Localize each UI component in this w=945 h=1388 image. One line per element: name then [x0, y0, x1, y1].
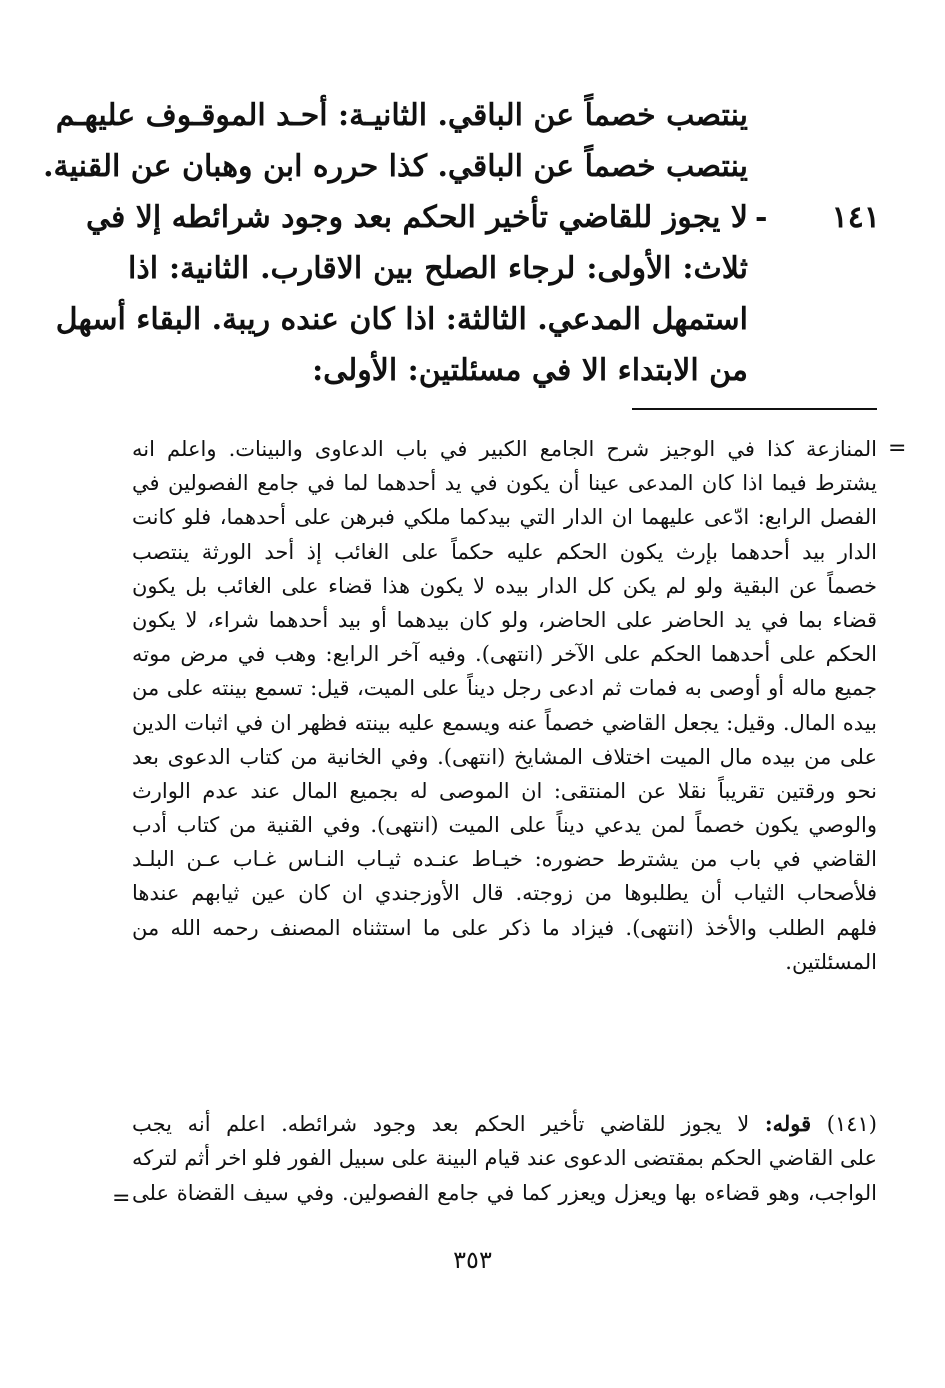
- footnote-line: على من بيده مال الميت اختلاف المشايخ (انتهى). وفي الخانية من كتاب الدعوى بعد: [132, 744, 877, 769]
- commentary-line: الواجب، وهو قضاءه بها ويعزل ويعزر كما في جامع الفصولين. وفي سيف القضاة على: [132, 1181, 877, 1205]
- footnote-line: والوصي يكون خصماً لمن يدعي ديناً على الميت (انتهى). وفي القنية من كتاب أدب: [132, 813, 877, 838]
- commentary-line: على القاضي الحكم بمقتضى الدعوى عند قيام البينة على سبيل الفور فلو اخر أثم لتركه: [132, 1146, 877, 1170]
- main-line-text: لا يجوز للقاضي تأخير الحكم بعد وجود شرائطه إلا في: [85, 200, 748, 235]
- footnote-line: الفصل الرابع: ادّعى عليهما ان الدار التي بيدكما ملكي فبرهن على أحدهما، فلو كانت: [132, 505, 877, 530]
- footnote-line: يشترط فيما اذا كان المدعى عينا أن يكون في يد أحدهما لما في جامع الفصولين في: [132, 471, 877, 496]
- footnote-line: فلهم الطلب والأخذ (انتهى). فيزاد ما ذكر على ما استثناه المصنف رحمه الله من: [132, 915, 877, 940]
- footnote-line: جميع ماله أو أوصى به فمات ثم ادعى رجل ديناً على الميت، قيل: تسمع بينته على من: [132, 676, 877, 701]
- main-line: ثلاث: الأولى: لرجاء الصلح بين الاقارب. الثانية: اذا: [128, 251, 748, 286]
- footnote-line: خصماً عن البقية ولو لم يكن كل الدار بيده لا يكون هذا قضاء على الغائب بل يكون: [132, 573, 877, 598]
- footnote-line: نحو ورقتين تقريباً نقلا عن المنتقى: ان الموصى له بجميع المال عند عدم الوارث: [132, 778, 877, 803]
- footnote-continuation-mark: =: [888, 436, 907, 461]
- commentary-line-text: لا يجوز للقاضي تأخير الحكم بعد وجود شرائطه. اعلم أنه يجب: [132, 1112, 750, 1136]
- footnote-line: بيده المال. وقيل: يجعل القاضي خصماً عنه ويسمع عليه بينته فظهر ان في اثبات الدين: [132, 710, 877, 735]
- footnote-line: المنازعة كذا في الوجيز شرح الجامع الكبير في باب الدعاوى والبينات. واعلم انه: [132, 437, 877, 461]
- footnote-divider: [632, 408, 877, 410]
- footnote-block: [132, 432, 877, 979]
- commentary-first-line: [132, 1106, 877, 1141]
- page-number: ٣٥٣: [453, 1246, 492, 1274]
- commentary-lead-word: قوله:: [764, 1111, 812, 1136]
- footnote-line: القاضي في باب من يشترط حضوره: خيـاط عنـده ثيـاب النـاس غـاب عـن البلـد: [132, 847, 877, 872]
- footnote-line: قضاء بما في يد الحاضر على الحاضر، ولو كان بيدهما أو بيد أحدهما شراء، لا يكون: [132, 607, 877, 632]
- main-line: من الابتداء الا في مسئلتين: الأولى:: [312, 353, 748, 388]
- commentary-block: [132, 1106, 877, 1211]
- footnote-line: الحكم على أحدهما الحكم على الآخر (انتهى). وفيه آخر الرابع: وهب في مرض موته: [132, 642, 877, 667]
- main-line: ينتصب خصماً عن الباقي. كذا حرره ابن وهبان عن القنية.: [43, 149, 748, 184]
- main-line: ينتصب خصماً عن الباقي. الثانيـة: أحـد الموقـوف عليهـم: [55, 98, 748, 133]
- entry-number: ١٤١ -: [755, 200, 880, 235]
- commentary-continuation-mark: =: [112, 1186, 131, 1211]
- main-text-block: [43, 90, 880, 396]
- footnote-line: الدار بيد أحدهما بإرث يكون الحكم عليه حكماً على الغائب إذ أحد الورثة ينتصب: [132, 539, 877, 564]
- footnote-line: المسئلتين.: [785, 949, 877, 974]
- footnote-line: فلأصحاب الثياب أن يطلبوها من زوجته. قال الأوزجندي ان كان عين ثيابهم عندها: [132, 881, 877, 906]
- main-line: استمهل المدعي. الثالثة: اذا كان عنده ريبة. البقاء أسهل: [55, 302, 748, 337]
- main-line-numbered: [85, 192, 880, 243]
- commentary-number: (١٤١): [826, 1112, 877, 1136]
